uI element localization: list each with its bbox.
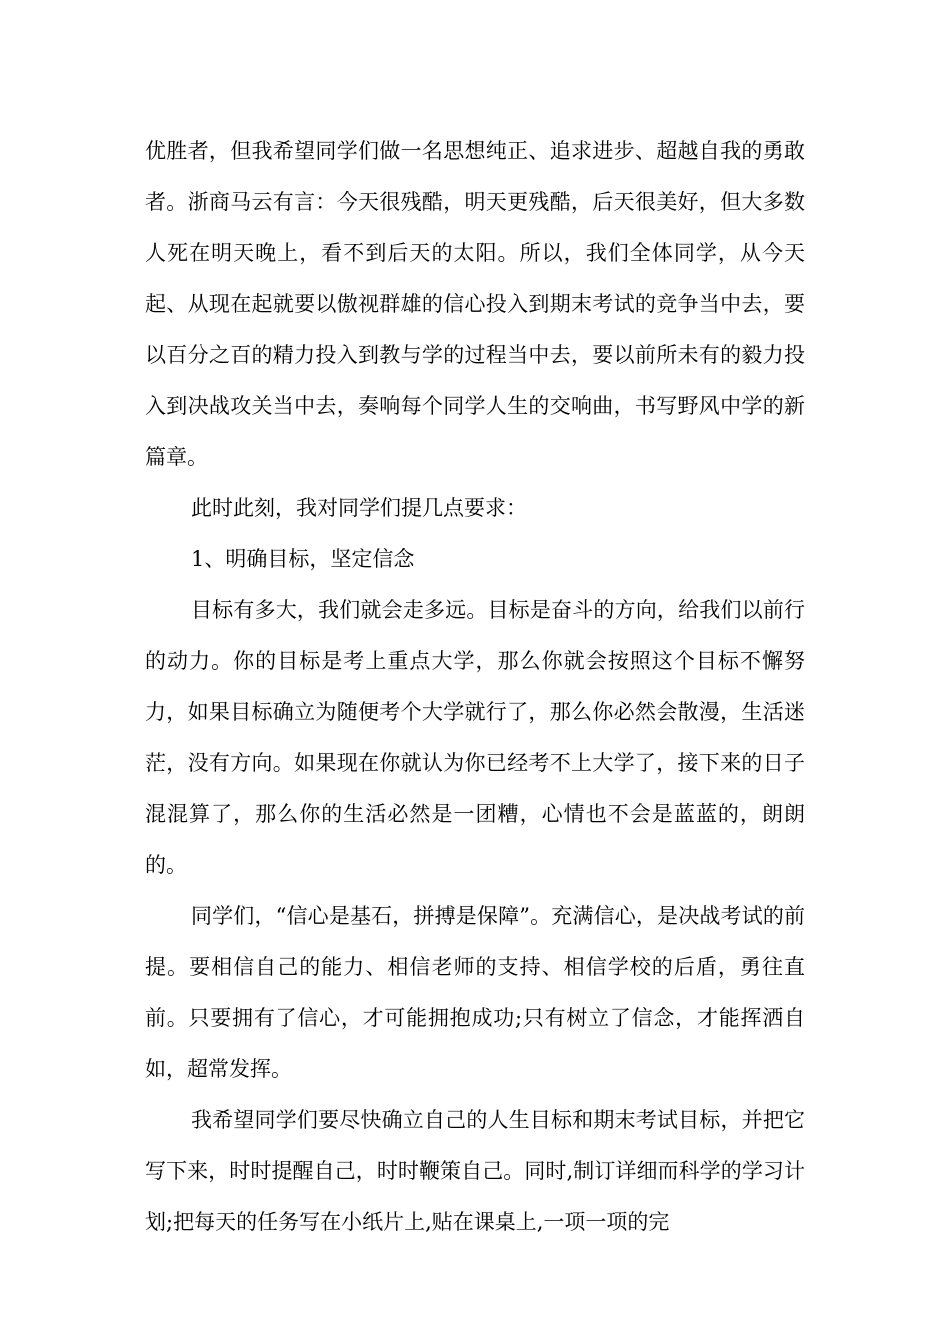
paragraph-5: 我希望同学们要尽快确立自己的人生目标和期末考试目标，并把它写下来，时时提醒自己，时时鞭策自己。同时,制订详细而科学的学习计划;把每天的任务写在小纸片上,贴在课桌上,一项一项的完 (145, 1108, 805, 1234)
paragraph-3: 目标有多大，我们就会走多远。目标是奋斗的方向，给我们以前行的动力。你的目标是考上重点大学，那么你就会按照这个目标不懈努力，如果目标确立为随便考个大学就行了，那么你必然会散漫，生活迷茫，没有方向。如果现在你就认为你已经考不上大学了，接下来的日子混混算了，那么你的生活必然是一团糟，心情也不会是蓝蓝的，朗朗的。 (145, 598, 805, 877)
paragraph-1: 优胜者，但我希望同学们做一名思想纯正、追求进步、超越自我的勇敢者。浙商马云有言：今天很残酷，明天更残酷，后天很美好，但大多数人死在明天晚上，看不到后天的太阳。所以，我们全体同学，从今天起、从现在起就要以傲视群雄的信心投入到期末考试的竞争当中去，要以百分之百的精力投入到教与学的过程当中去，要以前所未有的毅力投入到决战攻关当中去，奏响每个同学人生的交响曲，书写野风中学的新篇章。 (145, 139, 805, 469)
section-heading-1: 1、明确目标，坚定信念 (191, 547, 415, 571)
paragraph-2: 此时此刻，我对同学们提几点要求： (191, 496, 527, 520)
document-page (145, 126, 805, 1248)
paragraph-4: 同学们，“信心是基石，拼搏是保障”。充满信心，是决战考试的前提。要相信自己的能力、相信老师的支持、相信学校的后盾，勇往直前。只要拥有了信心，才可能拥抱成功;只有树立了信念，才能挥洒自如，超常发挥。 (145, 904, 805, 1081)
